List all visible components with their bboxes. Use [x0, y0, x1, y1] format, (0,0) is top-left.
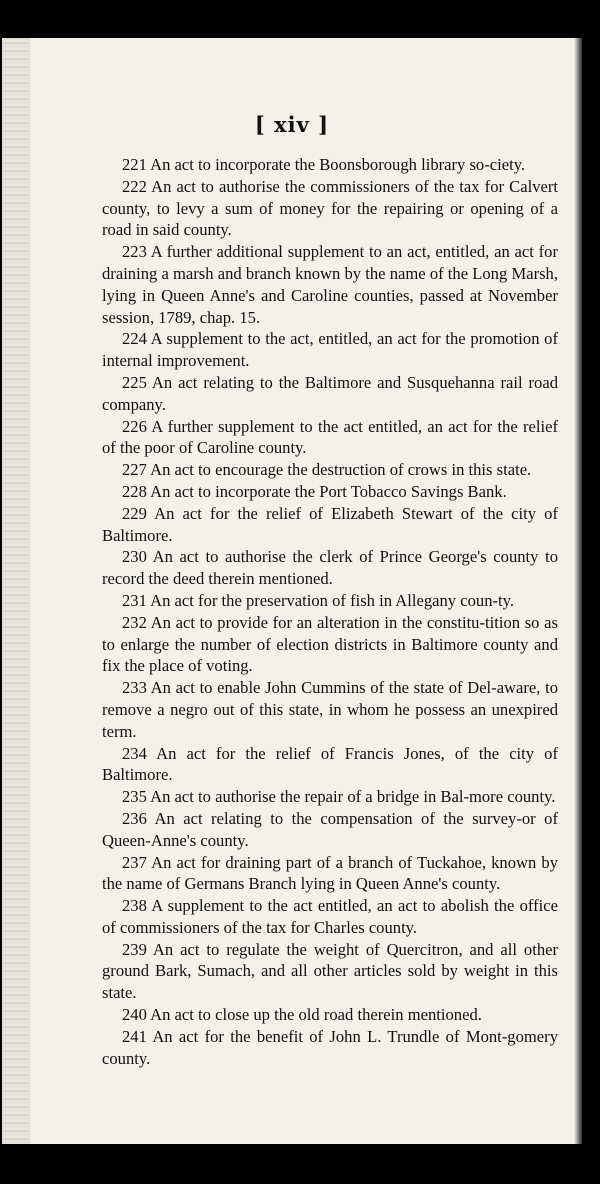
entry-number: 236	[122, 808, 147, 828]
entry-text: An act to authorise the clerk of Prince George's county to record the deed therein mentioned.	[102, 547, 558, 589]
list-item	[102, 852, 558, 896]
entry-text: A supplement to the act, entitled, an act for the promotion of internal improvement.	[102, 329, 558, 371]
entry-number: 233	[122, 678, 147, 698]
entry-number: 237	[122, 852, 147, 872]
entry-text: An act to authorise the repair of a bridge in Bal-more county.	[150, 787, 556, 807]
entry-number: 223	[122, 242, 147, 262]
list-item	[102, 154, 558, 176]
entry-text: An act to incorporate the Port Tobacco Savings Bank.	[150, 481, 507, 501]
list-item	[102, 677, 558, 742]
list-item	[102, 895, 558, 939]
list-item	[102, 503, 558, 547]
entry-number: 222	[122, 176, 147, 196]
list-item	[102, 612, 558, 677]
list-item	[102, 808, 558, 852]
entry-text: An act for the relief of Elizabeth Stewart of the city of Baltimore.	[102, 503, 558, 545]
list-item	[102, 241, 558, 328]
list-item	[102, 546, 558, 590]
entry-number: 229	[122, 503, 147, 523]
entry-number: 227	[122, 460, 147, 480]
list-item	[102, 176, 558, 241]
list-item	[102, 328, 558, 372]
list-item	[102, 416, 558, 460]
entry-number: 241	[122, 1026, 147, 1046]
entry-text: An act to provide for an alteration in the constitu-tition so as to enlarge the number of election districts in Baltimore county and fix the place of voting.	[102, 612, 558, 676]
entry-text: A supplement to the act entitled, an act to abolish the office of commissioners of the tax for Charles county.	[102, 896, 558, 937]
page-edge-shadow	[574, 38, 582, 1144]
entry-text: An act to incorporate the Boonsborough library so-ciety.	[150, 155, 526, 174]
entry-text: A further additional supplement to an act, entitled, an act for draining a marsh and branch known by the name of the Long Marsh, lying in Queen Anne's and Caroline counties, passed at November session, 1789, chap. 15.	[102, 242, 558, 327]
entry-text: An act to regulate the weight of Quercitron, and all other ground Bark, Sumach, and all other articles sold by weight in this state.	[102, 939, 559, 1003]
entry-number: 230	[122, 547, 147, 567]
page-number: [ xiv ]	[254, 112, 330, 137]
list-item	[102, 743, 558, 787]
entry-number: 240	[122, 1005, 147, 1025]
list-item	[102, 1004, 558, 1026]
entry-text: An act for the preservation of fish in Allegany coun-ty.	[150, 590, 515, 610]
list-item	[102, 786, 558, 808]
entry-text: An act to authorise the commissioners of the tax for Calvert county, to levy a sum of money for the repairing or opening of a road in said county.	[102, 176, 558, 240]
list-item	[102, 590, 558, 612]
list-item	[102, 372, 558, 416]
entry-text: An act to encourage the destruction of crows in this state.	[150, 460, 532, 480]
entry-number: 231	[122, 590, 147, 610]
entry-text: An act relating to the compensation of the survey-or of Queen-Anne's county.	[102, 808, 558, 850]
entry-text: An act to close up the old road therein mentioned.	[150, 1005, 482, 1025]
entry-number: 232	[122, 612, 147, 632]
entry-text: An act for the benefit of John L. Trundle of Mont-gomery county.	[102, 1026, 558, 1068]
binding-gutter	[2, 38, 30, 1144]
acts-list	[102, 154, 558, 1069]
entry-text: An act to enable John Cummins of the state of Del-aware, to remove a negro out of this state, in whom he possess an unexpired term.	[102, 678, 559, 741]
entry-text: A further supplement to the act entitled, an act for the relief of the poor of Caroline county.	[102, 416, 558, 458]
entry-text: An act for draining part of a branch of Tuckahoe, known by the name of Germans Branch lying in Queen Anne's county.	[102, 852, 558, 894]
list-item	[102, 481, 558, 503]
list-item	[102, 1026, 558, 1070]
entry-number: 224	[122, 329, 147, 349]
document-page	[2, 38, 582, 1144]
entry-text: An act relating to the Baltimore and Susquehanna rail road company.	[102, 372, 559, 414]
entry-number: 235	[122, 787, 147, 807]
list-item	[102, 459, 558, 481]
entry-number: 234	[122, 743, 147, 763]
entry-number: 228	[122, 481, 147, 501]
list-item	[102, 939, 558, 1004]
entry-number: 238	[122, 896, 147, 916]
entry-text: An act for the relief of Francis Jones, of the city of Baltimore.	[102, 743, 559, 785]
entry-number: 221	[122, 155, 147, 174]
entry-number: 239	[122, 939, 147, 959]
entry-number: 226	[122, 416, 147, 436]
entry-number: 225	[122, 372, 147, 392]
